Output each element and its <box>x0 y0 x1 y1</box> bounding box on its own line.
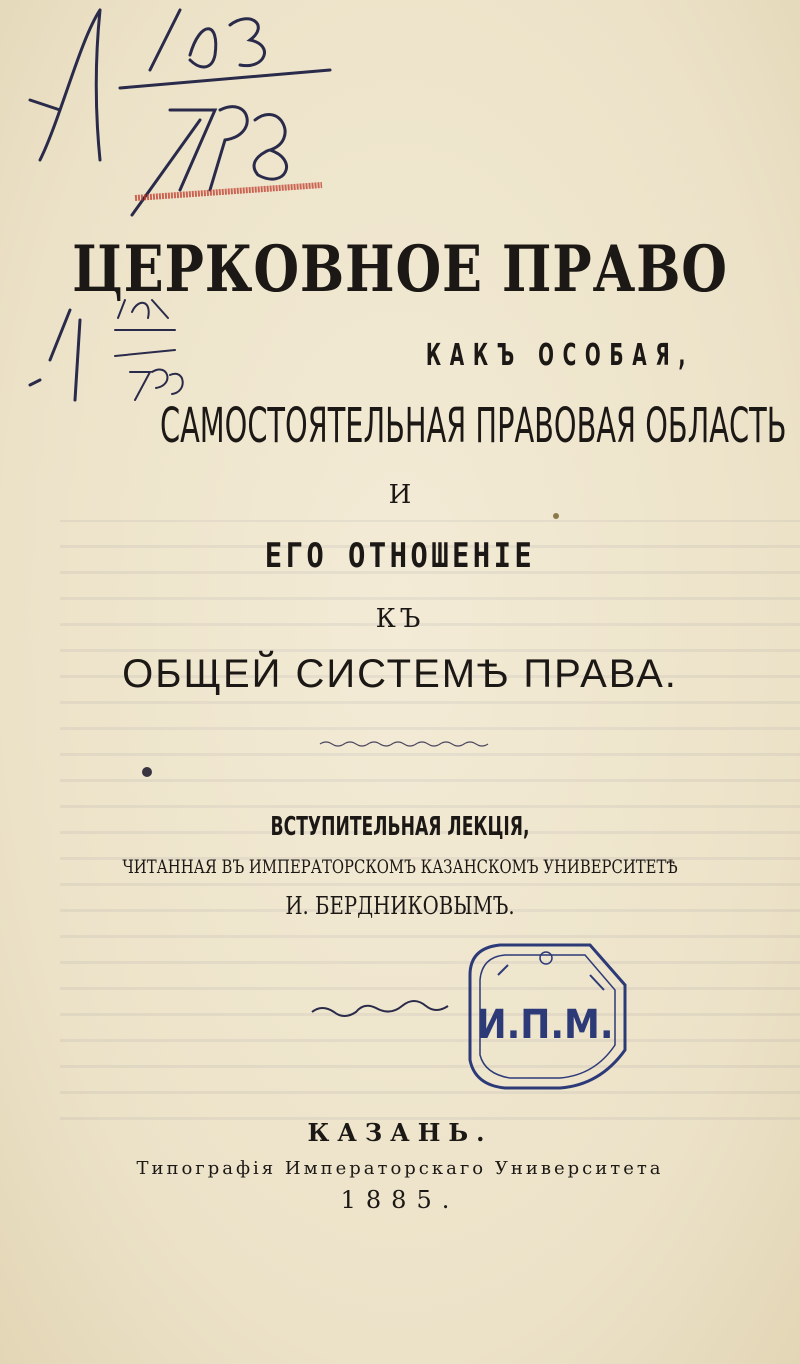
stamp-text: И.П.М. <box>476 1002 614 1048</box>
imprint-city: КАЗАНЬ. <box>307 1118 493 1147</box>
title-main: ЦЕРКОВНОЕ ПРАВО <box>72 232 728 307</box>
lecture-read-line: ЧИТАННАЯ ВЪ ИМПЕРАТОРСКОМЪ КАЗАНСКОМЪ УНИВЕРСИТЕТѢ <box>122 856 678 878</box>
imprint-year: 1885. <box>340 1186 460 1214</box>
imprint-press-text: Типографія Императорскаго Университета <box>136 1158 664 1179</box>
title-line-kak: КАКЪ ОСОБАЯ, <box>425 338 695 373</box>
title-line-obshchey: ОБЩЕЙ СИСТЕМѢ ПРАВА. <box>122 652 678 696</box>
imprint-press <box>0 1158 800 1179</box>
lecture-author: И. БЕРДНИКОВЫМЪ. <box>285 892 515 920</box>
lecture-heading: ВСТУПИТЕЛЬНАЯ ЛЕКЦІЯ, <box>270 812 530 842</box>
title-line-samostoyatelnaya: САМОСТОЯТЕЛЬНАЯ ПРАВОВАЯ ОБЛАСТЬ <box>159 398 787 454</box>
title-line-otnoshenie: ЕГО ОТНОШЕНІЕ <box>264 536 536 576</box>
title-preposition: КЪ <box>375 604 425 634</box>
title-conjunction: И <box>388 480 412 510</box>
